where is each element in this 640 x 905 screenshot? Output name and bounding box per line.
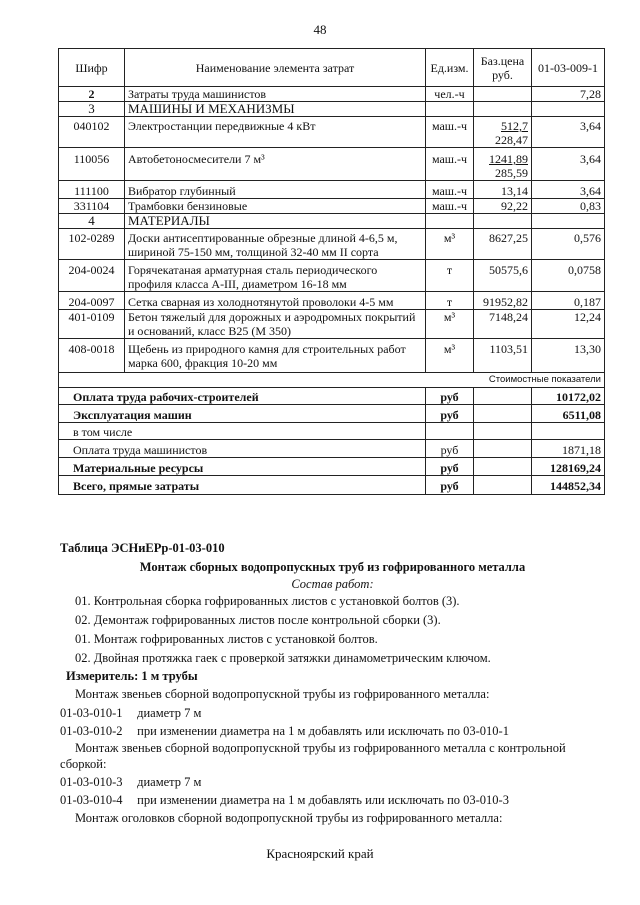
row-code: 401-0109 (59, 310, 125, 339)
norm-code: 01-03-010-3 (60, 775, 123, 789)
section-code: 4 (59, 214, 125, 229)
composition-label: Состав работ: (291, 577, 374, 591)
table-row (59, 339, 605, 373)
row-value: 3,64 (532, 148, 605, 181)
row-unit: м³ (426, 339, 474, 373)
row-name: Бетон тяжелый для дорожных и аэродромных покрытий и оснований, класс B25 (М 350) (125, 310, 426, 339)
norm-code: 01-03-010-2 (60, 724, 123, 738)
table-row (59, 148, 605, 181)
row-price-main: 1241,89 (489, 152, 528, 166)
composition-item: 02. Двойная протяжка гаек с проверкой затяжки динамометрическим ключом. (75, 651, 491, 665)
row-unit: маш.-ч (426, 181, 474, 199)
group-heading: Монтаж звеньев сборной водопропускной трубы из гофрированного металла: (75, 687, 490, 701)
summary-value: 1871,18 (532, 440, 605, 458)
summary-row (59, 440, 605, 458)
row-value: 12,24 (532, 310, 605, 339)
norm-code: 01-03-010-1 (60, 706, 123, 720)
row-value: 3,64 (532, 117, 605, 148)
row-value: 0,576 (532, 229, 605, 260)
header-unit: Ед.изм. (426, 49, 474, 87)
summary-unit: руб (426, 458, 474, 476)
norm-line (60, 792, 605, 809)
table-row (59, 292, 605, 310)
row-code: 204-0097 (59, 292, 125, 310)
summary-row (59, 423, 605, 440)
row-price: 7148,24 (474, 310, 532, 339)
row-name: Доски антисептированные обрезные длиной 4-6,5 м, шириной 75-150 мм, толщиной 32-40 мм II сорта (125, 229, 426, 260)
row-name: Щебень из природного камня для строительных работ марка 600, фракция 10-20 мм (125, 339, 426, 373)
indicators-row (59, 373, 605, 388)
table-row (59, 181, 605, 199)
row-code: 408-0018 (59, 339, 125, 373)
summary-value (532, 423, 605, 440)
row-code: 331104 (59, 199, 125, 214)
composition-item: 02. Демонтаж гофрированных листов после контрольной сборки (3). (75, 613, 441, 627)
row-code: 110056 (59, 148, 125, 181)
row-price-main: 512,7 (501, 119, 528, 133)
row-unit: м³ (426, 229, 474, 260)
summary-label: Материальные ресурсы (59, 458, 426, 476)
summary-label: Эксплуатация машин (59, 405, 426, 423)
section-title: МАТЕРИАЛЫ (125, 214, 426, 229)
row-price (474, 148, 532, 181)
row-unit: т (426, 260, 474, 292)
header-code: Шифр (59, 49, 125, 87)
table-row (59, 117, 605, 148)
row-name: Горячекатаная арматурная сталь периодического профиля класса A-III, диаметром 16-18 мм (125, 260, 426, 292)
section-name: Монтаж сборных водопропускных труб из гофрированного металла (139, 560, 526, 574)
table-row (59, 310, 605, 339)
summary-value: 6511,08 (532, 405, 605, 423)
section-row (59, 214, 605, 229)
summary-row (59, 476, 605, 495)
row-price: 92,22 (474, 199, 532, 214)
row-value: 0,187 (532, 292, 605, 310)
row-code: 2 (59, 87, 125, 102)
table-header-row (59, 49, 605, 87)
table-title: Таблица ЭСНиЕРр-01-03-010 (60, 541, 225, 555)
row-code: 111100 (59, 181, 125, 199)
row-value: 0,0758 (532, 260, 605, 292)
row-name: Затраты труда машинистов (125, 87, 426, 102)
table-row (59, 229, 605, 260)
row-unit: маш.-ч (426, 199, 474, 214)
row-code: 040102 (59, 117, 125, 148)
row-unit: маш.-ч (426, 117, 474, 148)
summary-value: 128169,24 (532, 458, 605, 476)
summary-label: в том числе (59, 423, 426, 440)
row-value: 13,30 (532, 339, 605, 373)
row-value: 7,28 (532, 87, 605, 102)
group-heading: Монтаж оголовков сборной водопропускной трубы из гофрированного металла: (75, 811, 503, 825)
meter-label: Измеритель: 1 м трубы (66, 669, 198, 683)
group-heading-continued: сборкой: (60, 757, 107, 771)
row-price: 50575,6 (474, 260, 532, 292)
row-unit: маш.-ч (426, 148, 474, 181)
header-name: Наименование элемента затрат (125, 49, 426, 87)
summary-unit (426, 423, 474, 440)
row-price: 1103,51 (474, 339, 532, 373)
summary-label: Оплата труда машинистов (59, 440, 426, 458)
row-name: Трамбовки бензиновые (125, 199, 426, 214)
row-name: Автобетоносмесители 7 м³ (125, 148, 426, 181)
section-title: МАШИНЫ И МЕХАНИЗМЫ (125, 102, 426, 117)
row-price (474, 117, 532, 148)
summary-label: Оплата труда рабочих-строителей (59, 388, 426, 405)
norm-line (60, 774, 605, 791)
row-name: Электростанции передвижные 4 кВт (125, 117, 426, 148)
footer-region: Красноярский край (266, 846, 374, 861)
norm-line (60, 705, 605, 722)
summary-row (59, 458, 605, 476)
row-value: 0,83 (532, 199, 605, 214)
row-name: Сетка сварная из холоднотянутой проволоки 4-5 мм (125, 292, 426, 310)
resource-table (58, 48, 605, 495)
summary-unit: руб (426, 405, 474, 423)
row-price (474, 87, 532, 102)
row-code: 204-0024 (59, 260, 125, 292)
table-row (59, 260, 605, 292)
summary-unit: руб (426, 440, 474, 458)
indicators-label: Стоимостные показатели (59, 373, 605, 388)
row-value: 3,64 (532, 181, 605, 199)
norm-text: при изменении диаметра на 1 м добавлять или исключать по 03-010-3 (137, 793, 509, 807)
section-row (59, 102, 605, 117)
row-price: 91952,82 (474, 292, 532, 310)
section-code: 3 (59, 102, 125, 117)
row-name: Вибратор глубинный (125, 181, 426, 199)
row-price-secondary: 285,59 (495, 166, 528, 180)
row-price: 13,14 (474, 181, 532, 199)
summary-unit: руб (426, 388, 474, 405)
summary-label: Всего, прямые затраты (59, 476, 426, 495)
norm-text: диаметр 7 м (137, 775, 202, 789)
table-row (59, 87, 605, 102)
row-unit: т (426, 292, 474, 310)
norm-code: 01-03-010-4 (60, 793, 123, 807)
norm-text: при изменении диаметра на 1 м добавлять или исключать по 03-010-1 (137, 724, 509, 738)
table-row (59, 199, 605, 214)
row-price: 8627,25 (474, 229, 532, 260)
row-code: 102-0289 (59, 229, 125, 260)
summary-unit: руб (426, 476, 474, 495)
header-norm: 01-03-009-1 (532, 49, 605, 87)
composition-item: 01. Монтаж гофрированных листов с установкой болтов. (75, 632, 378, 646)
page-number: 48 (313, 22, 327, 37)
norm-line (60, 723, 605, 740)
norm-text: диаметр 7 м (137, 706, 202, 720)
group-heading: Монтаж звеньев сборной водопропускной трубы из гофрированного металла с контрольной (75, 741, 566, 755)
summary-value: 10172,02 (532, 388, 605, 405)
summary-value: 144852,34 (532, 476, 605, 495)
row-unit: м³ (426, 310, 474, 339)
summary-row (59, 405, 605, 423)
header-price: Баз.цена руб. (474, 49, 532, 87)
summary-row (59, 388, 605, 405)
composition-item: 01. Контрольная сборка гофрированных листов с установкой болтов (3). (75, 594, 460, 608)
row-unit: чел.-ч (426, 87, 474, 102)
row-price-secondary: 228,47 (495, 133, 528, 147)
